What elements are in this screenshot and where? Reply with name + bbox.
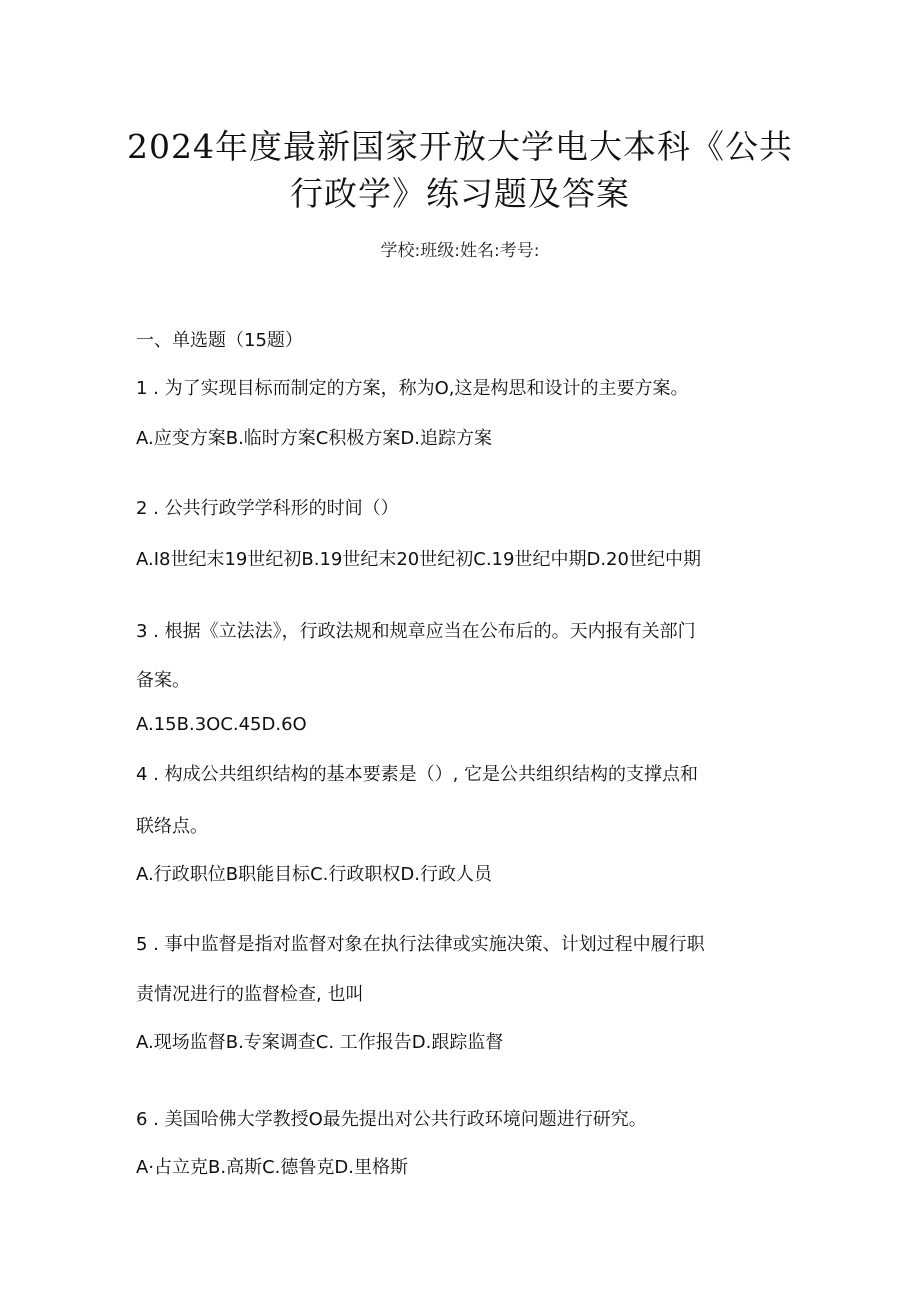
question-4-options: A.行政职位B职能目标C.行政职权D.行政人员 (136, 864, 492, 885)
student-info-line: 学校:班级:姓名:考号: (380, 241, 540, 261)
question-4-text-line-1: 4 . 构成公共组织结构的基本要素是（）, 它是公共组织结构的支撑点和 (136, 764, 699, 785)
question-6-text: 6 . 美国哈佛大学教授O最先提出对公共行政环境问题进行研究。 (136, 1109, 647, 1130)
question-5-options: A.现场监督B.专案调查C. 工作报告D.跟踪监督 (136, 1032, 504, 1053)
question-1-options: A.应变方案B.临时方案C积极方案D.追踪方案 (136, 428, 492, 449)
question-3-text-line-2: 备案。 (136, 670, 190, 691)
question-5-text-line-2: 责情况进行的监督检查, 也叫 (136, 984, 364, 1005)
question-2-options: A.I8世纪末19世纪初B.19世纪末20世纪初C.19世纪中期D.20世纪中期 (136, 549, 701, 570)
question-5-text-line-1: 5 . 事中监督是指对监督对象在执行法律或实施决策、计划过程中履行职 (136, 934, 705, 955)
question-3-options: A.15B.3OC.45D.6O (136, 714, 307, 735)
question-3-text-line-1: 3 . 根据《立法法》，行政法规和规章应当在公布后的。天内报有关部门 (136, 621, 696, 642)
question-2-text: 2 . 公共行政学学科形的时间（） (136, 498, 399, 519)
document-title-line-2: 行政学》练习题及答案 (290, 174, 630, 213)
question-1-text: 1 . 为了实现目标而制定的方案，称为O,这是构思和设计的主要方案。 (136, 378, 689, 399)
document-title-line-1: 2024年度最新国家开放大学电大本科《公共 (127, 127, 793, 166)
section-heading: 一、单选题（15题） (136, 330, 303, 351)
question-6-options: A·占立克B.高斯C.德鲁克D.里格斯 (136, 1157, 408, 1178)
question-4-text-line-2: 联络点。 (136, 816, 208, 837)
